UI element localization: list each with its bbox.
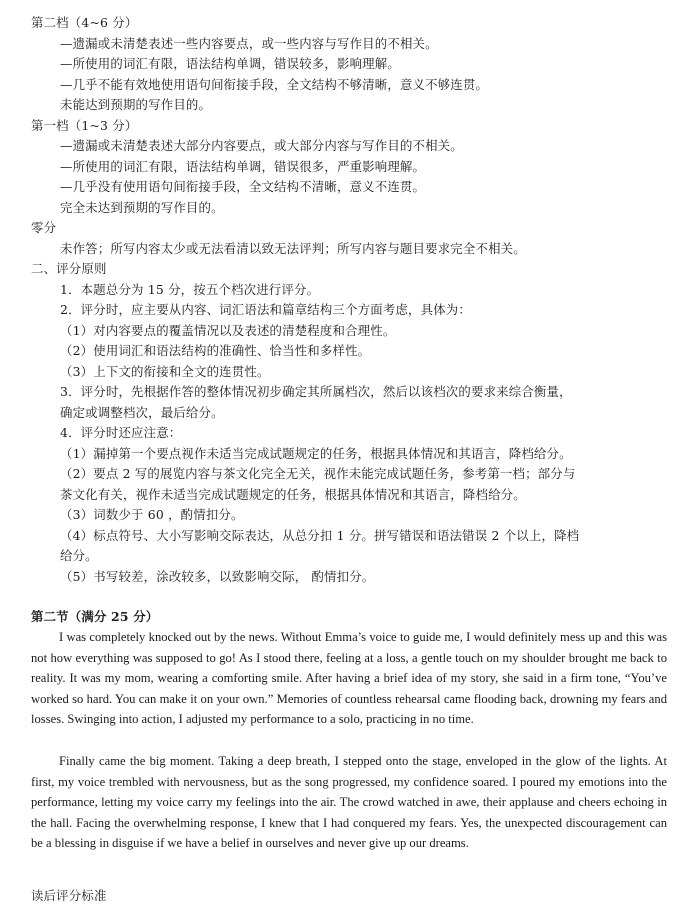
principle-line: （1）漏掉第一个要点视作未适当完成试题规定的任务，根据具体情况和其语言，降档给分。 — [60, 446, 572, 461]
principle-line: （2）使用词汇和语法结构的准确性、恰当性和多样性。 — [60, 343, 371, 358]
principle-line: 给分。 — [60, 548, 98, 563]
principle-line: （5）书写较差，涂改较多，以致影响交际， 酌情扣分。 — [60, 569, 375, 584]
tier2-item: 未能达到预期的写作目的。 — [60, 97, 212, 112]
tier1-item: —所使用的词汇有限，语法结构单调，错误很多，严重影响理解。 — [60, 159, 426, 174]
principle-line: （3）词数少于 60 ，酌情扣分。 — [60, 507, 244, 522]
tier2-item: —几乎不能有效地使用语句间衔接手段，全文结构不够清晰，意义不够连贯。 — [60, 77, 489, 92]
essay-paragraph: I was completely knocked out by the news. Without Emma’s voice to guide me, I would definitely mess up and this was not how everything was supposed to go! As I stood there, feeling at a loss, a gentle touch on my shoulder brought me back to reality. It was my mom, wearing a comforting smile. After having a brief idea of my story, she said in a firm tone, “You’ve worked so hard. You can make it on your own.” Memories of countless rehearsal came flooding back, drowning my fears and losses. Swinging into action, I adjusted my performance to a solo, practicing in no time. — [31, 630, 667, 726]
principle-line: （3）上下文的衔接和全文的连贯性。 — [60, 364, 270, 379]
principle-line: 3．评分时，先根据作答的整体情况初步确定其所属档次，然后以该档次的要求来综合衡量， — [60, 384, 572, 399]
essay-paragraph: Finally came the big moment. Taking a deep breath, I stepped onto the stage, enveloped in the glow of the lights. At first, my voice trembled with nervousness, but as the song progressed, my confidence soared. I poured my emotions into the performance, letting my voice carry my feelings into the air. The crowd watched in awe, their applause and cheers echoing in the hall. Facing the overwhelming response, I knew that I had conquered my fears. Yes, the unexpected discouragement can be a blessing in disguise if we have a belief in ourselves and never give up our dreams. — [31, 754, 667, 850]
principle-line: 2．评分时，应主要从内容、词汇语法和篇章结构三个方面考虑，具体为： — [60, 302, 471, 317]
tier1-item: —几乎没有使用语句间衔接手段，全文结构不清晰，意义不连贯。 — [60, 179, 426, 194]
tier2-item: —所使用的词汇有限，语法结构单调，错误较多，影响理解。 — [60, 56, 400, 71]
principle-line: 4．评分时还应注意： — [60, 425, 182, 440]
tier1-item: 完全未达到预期的写作目的。 — [60, 200, 224, 215]
tier1-heading: 第一档（1~3 分） — [31, 118, 138, 133]
principle-line: （2）要点 2 写的展览内容与茶文化完全无关，视作未能完成试题任务，参考第一档；部分与 — [60, 466, 576, 481]
principle-line: 茶文化有关，视作未适当完成试题规定的任务，根据具体情况和其语言，降档给分。 — [60, 487, 526, 502]
zero-heading: 零分 — [31, 220, 57, 235]
principle-line: 确定或调整档次，最后给分。 — [60, 405, 224, 420]
principle-line: 1．本题总分为 15 分，按五个档次进行评分。 — [60, 282, 320, 297]
footer-heading: 读后评分标准 — [31, 888, 107, 903]
tier1-item: —遗漏或未清楚表述大部分内容要点，或大部分内容与写作目的不相关。 — [60, 138, 463, 153]
principle-line: （1）对内容要点的覆盖情况以及表述的清楚程度和合理性。 — [60, 323, 396, 338]
tier2-item: —遗漏或未清楚表述一些内容要点，或一些内容与写作目的不相关。 — [60, 36, 438, 51]
principles-heading: 二、评分原则 — [31, 261, 107, 276]
principle-line: （4）标点符号、大小写影响交际表达，从总分扣 1 分。拼写错误和语法错误 2 个以上，降档 — [60, 528, 580, 543]
zero-text: 未作答；所写内容太少或无法看清以致无法评判；所写内容与题目要求完全不相关。 — [60, 241, 526, 256]
tier2-heading: 第二档（4~6 分） — [31, 15, 138, 30]
section2-heading: 第二节（满分 25 分） — [31, 609, 159, 624]
